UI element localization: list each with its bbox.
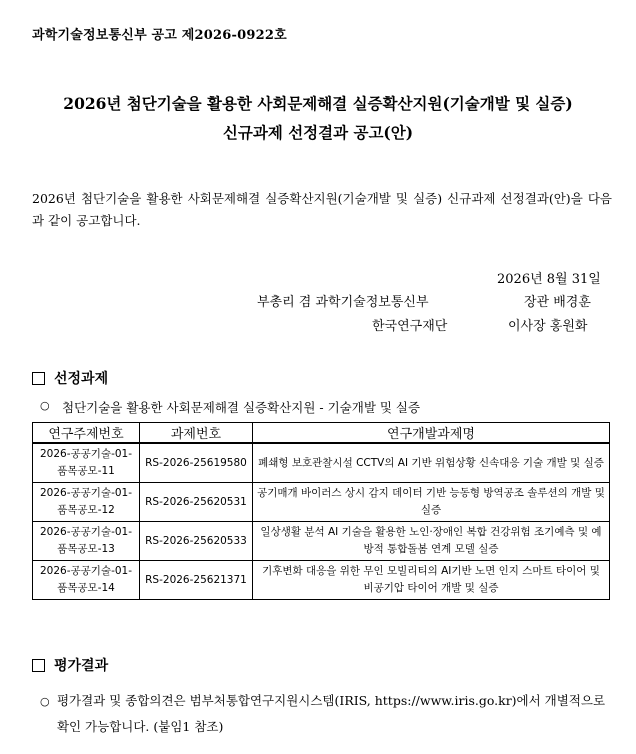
announcement-date: 2026년 8월 31일 <box>497 272 601 287</box>
bullet-program <box>40 398 420 416</box>
project-title-cell: 일상생활 분석 AI 기술을 활용한 노인·장애인 복합 건강위험 조기예측 및 예방적 통합돌봄 연계 모델 실증 <box>253 522 610 561</box>
selected-projects-table <box>32 422 610 600</box>
column-header: 연구개발과제명 <box>253 423 610 444</box>
announcement-body: 2026년 첨단기술을 활용한 사회문제해결 실증확산지원(기술개발 및 실증) 신규과제 선정결과(안)을 다음과 같이 공고합니다. <box>32 191 612 228</box>
square-box-icon <box>32 659 45 672</box>
table-row <box>33 522 610 561</box>
column-header: 과제번호 <box>140 423 253 444</box>
signatory-org-2: 한국연구재단 <box>372 319 448 334</box>
project-title-cell: 폐쇄형 보호관찰시설 CCTV의 AI 기반 위험상황 신속대응 기술 개발 및 실증 <box>253 443 610 483</box>
bullet-text: 첨단기술을 활용한 사회문제해결 실증확산지원 - 기술개발 및 실증 <box>62 400 421 415</box>
table-row <box>33 561 610 600</box>
circle-bullet-icon: ○ <box>40 399 50 412</box>
signatory-org-1: 부총리 겸 과학기술정보통신부 <box>257 295 429 310</box>
square-box-icon <box>32 372 45 385</box>
project-number-cell: RS-2026-25620533 <box>140 522 253 561</box>
announcement-number: 과학기술정보통신부 공고 제2026-0922호 <box>32 28 287 43</box>
bullet-text: 평가결과 및 종합의견은 범부처통합연구지원시스템(IRIS, https://www.iris.go.kr)에서 개별적으로 확인 가능합니다. (붙임1 참조) <box>56 693 606 734</box>
section-heading-label: 선정과제 <box>54 371 109 387</box>
table-row <box>33 483 610 522</box>
project-title-cell: 기후변화 대응을 위한 무인 모빌리티의 AI기반 노면 인지 스마트 타이어 및 비공기압 타이어 개발 및 실증 <box>253 561 610 600</box>
page-title-line1: 2026년 첨단기술을 활용한 사회문제해결 실증확산지원(기술개발 및 실증) <box>63 94 573 113</box>
circle-bullet-icon: ○ <box>40 695 50 708</box>
topic-number-cell: 2026-공공기술-01-품목공모-14 <box>33 561 140 600</box>
project-number-cell: RS-2026-25621371 <box>140 561 253 600</box>
topic-number-cell: 2026-공공기술-01-품목공모-12 <box>33 483 140 522</box>
table-row <box>33 443 610 483</box>
section-heading-selected <box>32 368 108 388</box>
signatory-title-1: 장관 배경훈 <box>524 295 591 310</box>
section-heading-label: 평가결과 <box>54 658 109 674</box>
page-title-line2: 신규과제 선정결과 공고(안) <box>222 123 414 142</box>
project-number-cell: RS-2026-25620531 <box>140 483 253 522</box>
signatory-title-2: 이사장 홍원화 <box>508 319 588 334</box>
topic-number-cell: 2026-공공기술-01-품목공모-11 <box>33 443 140 483</box>
section-heading-results <box>32 655 108 675</box>
topic-number-cell: 2026-공공기술-01-품목공모-13 <box>33 522 140 561</box>
column-header: 연구주제번호 <box>33 423 140 444</box>
table-header-row <box>33 423 610 444</box>
project-title-cell: 공기매개 바이러스 상시 감지 데이터 기반 능동형 방역공조 솔루션의 개발 및 실증 <box>253 483 610 522</box>
bullet-results <box>40 688 610 740</box>
project-number-cell: RS-2026-25619580 <box>140 443 253 483</box>
